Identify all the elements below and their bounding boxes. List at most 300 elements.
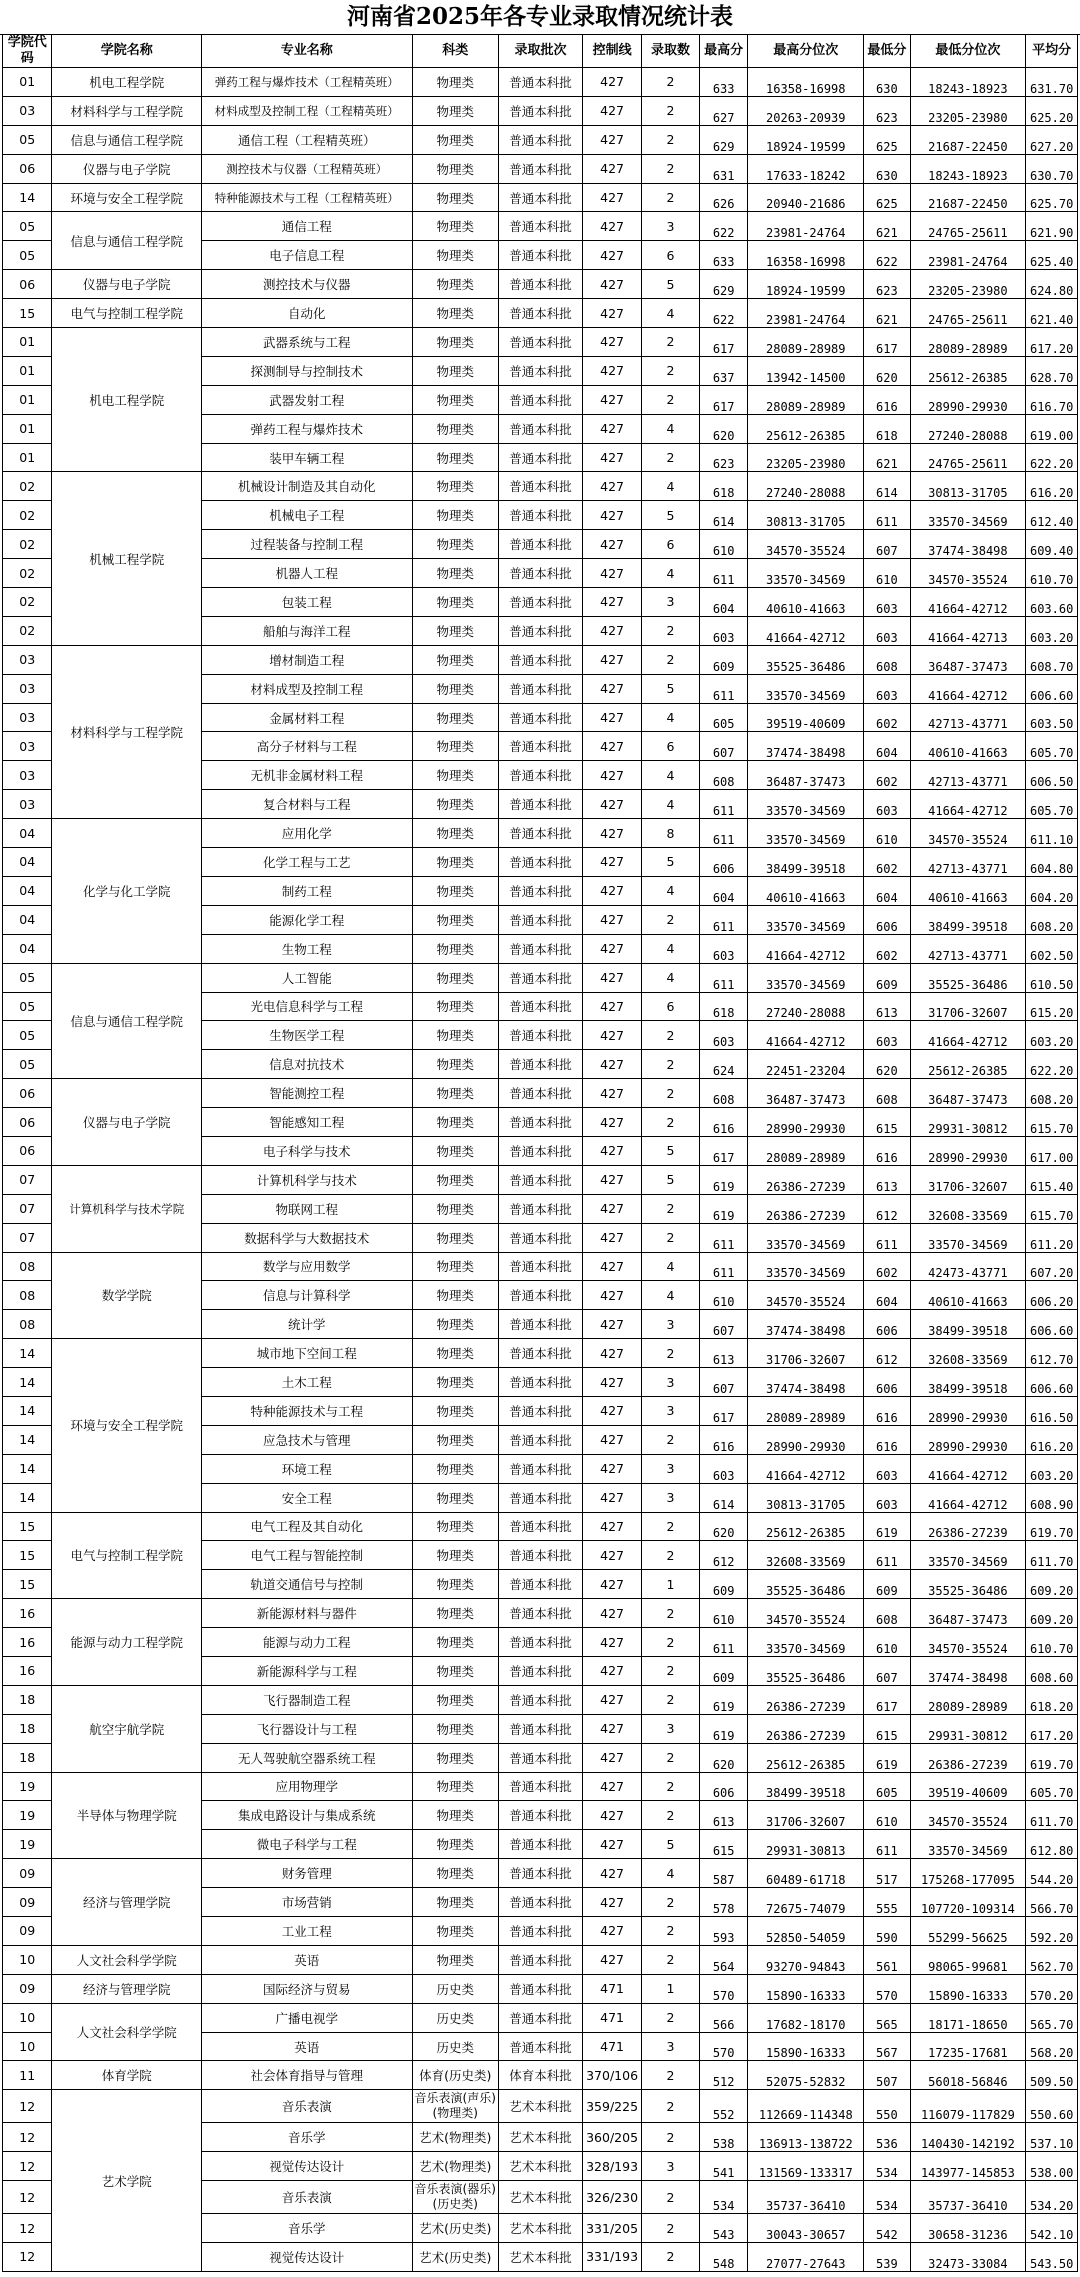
cell-count: 2: [642, 443, 700, 472]
cell-count: 6: [642, 732, 700, 761]
cell-count: 4: [642, 761, 700, 790]
cell-avg-score: 603.50: [1026, 703, 1078, 732]
cell-category: 音乐表演(声乐)(物理类): [412, 2090, 498, 2123]
cell-avg-score: 606.60: [1026, 674, 1078, 703]
cell-max-rank: 23981-24764: [748, 299, 864, 328]
cell-control-line: 427: [583, 1859, 642, 1888]
cell-avg-score: 621.40: [1026, 299, 1078, 328]
cell-count: 2: [642, 2243, 700, 2272]
cell-count: 2: [642, 1945, 700, 1974]
cell-control-line: 427: [583, 1021, 642, 1050]
cell-control-line: 427: [583, 992, 642, 1021]
table-row: [3, 270, 1078, 299]
cell-category: 物理类: [412, 530, 498, 559]
cell-max-score: 587: [699, 1859, 747, 1888]
cell-count: 3: [642, 1714, 700, 1743]
cell-avg-score: 565.70: [1026, 2003, 1078, 2032]
cell-count: 2: [642, 125, 700, 154]
cell-min-score: 539: [864, 2243, 910, 2272]
cell-min-rank: 41664-42713: [910, 616, 1026, 645]
cell-max-score: 624: [699, 1050, 747, 1079]
cell-max-score: 619: [699, 1194, 747, 1223]
cell-major: 音乐学: [201, 2123, 412, 2152]
cell-major: 武器系统与工程: [201, 328, 412, 357]
table-row: [3, 125, 1078, 154]
cell-code: 09: [3, 1888, 52, 1917]
cell-control-line: 427: [583, 270, 642, 299]
cell-code: 12: [3, 2152, 52, 2181]
cell-category: 物理类: [412, 1194, 498, 1223]
cell-batch: 普通本科批: [498, 1079, 582, 1108]
header-college-code: 学院代码: [3, 35, 52, 68]
cell-min-score: 625: [864, 183, 910, 212]
cell-min-score: 507: [864, 2061, 910, 2090]
cell-max-score: 631: [699, 154, 747, 183]
cell-min-score: 604: [864, 1281, 910, 1310]
cell-code: 04: [3, 934, 52, 963]
cell-code: 03: [3, 761, 52, 790]
cell-major: 通信工程（工程精英班）: [201, 125, 412, 154]
cell-major: 特种能源技术与工程（工程精英班）: [201, 183, 412, 212]
cell-major: 飞行器制造工程: [201, 1685, 412, 1714]
cell-avg-score: 615.40: [1026, 1165, 1078, 1194]
cell-code: 08: [3, 1252, 52, 1281]
cell-max-score: 609: [699, 1570, 747, 1599]
cell-min-rank: 56018-56846: [910, 2061, 1026, 2090]
cell-min-rank: 30658-31236: [910, 2214, 1026, 2243]
cell-category: 物理类: [412, 732, 498, 761]
cell-major: 通信工程: [201, 212, 412, 241]
cell-control-line: 427: [583, 732, 642, 761]
cell-major: 数学与应用数学: [201, 1252, 412, 1281]
cell-college: 材料科学与工程学院: [52, 96, 202, 125]
cell-avg-score: 616.70: [1026, 385, 1078, 414]
cell-major: 新能源材料与器件: [201, 1599, 412, 1628]
cell-min-rank: 23205-23980: [910, 96, 1026, 125]
cell-category: 物理类: [412, 125, 498, 154]
cell-category: 物理类: [412, 1136, 498, 1165]
cell-max-rank: 16358-16998: [748, 241, 864, 270]
cell-count: 4: [642, 414, 700, 443]
cell-batch: 普通本科批: [498, 674, 582, 703]
cell-college: 仪器与电子学院: [52, 270, 202, 299]
cell-control-line: 427: [583, 1165, 642, 1194]
cell-batch: 普通本科批: [498, 328, 582, 357]
cell-batch: 普通本科批: [498, 1339, 582, 1368]
cell-max-score: 607: [699, 1368, 747, 1397]
cell-control-line: 427: [583, 443, 642, 472]
cell-min-rank: 25612-26385: [910, 1050, 1026, 1079]
table-row: [3, 2090, 1078, 2123]
cell-min-score: 618: [864, 414, 910, 443]
cell-category: 体育(历史类): [412, 2061, 498, 2090]
cell-max-score: 606: [699, 1772, 747, 1801]
cell-batch: 艺术本科批: [498, 2090, 582, 2123]
cell-college: 能源与动力工程学院: [52, 1599, 202, 1686]
cell-max-score: 619: [699, 1165, 747, 1194]
cell-control-line: 427: [583, 1108, 642, 1137]
table-row: [3, 1512, 1078, 1541]
cell-control-line: 427: [583, 1888, 642, 1917]
table-row: [3, 1772, 1078, 1801]
cell-avg-score: 618.20: [1026, 1685, 1078, 1714]
cell-college: 半导体与物理学院: [52, 1772, 202, 1859]
cell-min-score: 534: [864, 2181, 910, 2214]
cell-category: 物理类: [412, 1252, 498, 1281]
cell-avg-score: 608.60: [1026, 1656, 1078, 1685]
cell-code: 04: [3, 848, 52, 877]
cell-max-rank: 16358-16998: [748, 68, 864, 97]
cell-category: 物理类: [412, 241, 498, 270]
table-row: [3, 96, 1078, 125]
cell-max-rank: 29931-30813: [748, 1830, 864, 1859]
cell-major: 材料成型及控制工程（工程精英班）: [201, 96, 412, 125]
cell-max-score: 611: [699, 674, 747, 703]
cell-max-rank: 34570-35524: [748, 1281, 864, 1310]
cell-code: 07: [3, 1223, 52, 1252]
table-row: [3, 1685, 1078, 1714]
cell-category: 物理类: [412, 1656, 498, 1685]
cell-major: 生物医学工程: [201, 1021, 412, 1050]
cell-major: 广播电视学: [201, 2003, 412, 2032]
cell-avg-score: 609.40: [1026, 530, 1078, 559]
cell-min-rank: 29931-30812: [910, 1108, 1026, 1137]
cell-min-rank: 175268-177095: [910, 1859, 1026, 1888]
cell-max-score: 611: [699, 1628, 747, 1657]
cell-batch: 普通本科批: [498, 645, 582, 674]
page-title: 河南省2025年各专业录取情况统计表: [0, 0, 1080, 35]
cell-min-score: 603: [864, 1454, 910, 1483]
cell-max-score: 610: [699, 1599, 747, 1628]
header-college-name: 学院名称: [52, 35, 202, 68]
cell-avg-score: 616.50: [1026, 1396, 1078, 1425]
cell-max-rank: 52850-54059: [748, 1917, 864, 1946]
cell-batch: 普通本科批: [498, 241, 582, 270]
cell-control-line: 427: [583, 1425, 642, 1454]
cell-control-line: 370/106: [583, 2061, 642, 2090]
cell-code: 18: [3, 1743, 52, 1772]
cell-min-rank: 34570-35524: [910, 819, 1026, 848]
cell-code: 14: [3, 1368, 52, 1397]
cell-category: 物理类: [412, 934, 498, 963]
cell-code: 05: [3, 125, 52, 154]
cell-college: 机械工程学院: [52, 472, 202, 645]
cell-avg-score: 603.20: [1026, 1021, 1078, 1050]
cell-min-rank: 37474-38498: [910, 1656, 1026, 1685]
cell-category: 历史类: [412, 1974, 498, 2003]
cell-count: 5: [642, 270, 700, 299]
cell-category: 物理类: [412, 790, 498, 819]
cell-code: 05: [3, 963, 52, 992]
cell-max-score: 617: [699, 1396, 747, 1425]
cell-min-rank: 38499-39518: [910, 905, 1026, 934]
cell-college: 仪器与电子学院: [52, 154, 202, 183]
cell-control-line: 427: [583, 1599, 642, 1628]
cell-major: 英语: [201, 2032, 412, 2061]
cell-max-score: 617: [699, 1136, 747, 1165]
cell-min-score: 604: [864, 876, 910, 905]
cell-batch: 普通本科批: [498, 1917, 582, 1946]
cell-min-rank: 24765-25611: [910, 299, 1026, 328]
cell-max-score: 603: [699, 1454, 747, 1483]
cell-count: 2: [642, 1685, 700, 1714]
cell-category: 物理类: [412, 328, 498, 357]
cell-max-rank: 25612-26385: [748, 414, 864, 443]
header-control-line: 控制线: [583, 35, 642, 68]
cell-code: 08: [3, 1281, 52, 1310]
cell-max-rank: 39519-40609: [748, 703, 864, 732]
cell-min-score: 550: [864, 2090, 910, 2123]
cell-batch: 普通本科批: [498, 819, 582, 848]
cell-control-line: 427: [583, 1136, 642, 1165]
cell-category: 物理类: [412, 1281, 498, 1310]
cell-min-rank: 26386-27239: [910, 1512, 1026, 1541]
cell-max-score: 627: [699, 96, 747, 125]
cell-avg-score: 609.20: [1026, 1570, 1078, 1599]
cell-count: 2: [642, 1425, 700, 1454]
cell-avg-score: 624.80: [1026, 270, 1078, 299]
cell-control-line: 427: [583, 848, 642, 877]
cell-avg-score: 602.50: [1026, 934, 1078, 963]
table-row: [3, 1079, 1078, 1108]
cell-max-score: 611: [699, 1223, 747, 1252]
cell-min-score: 615: [864, 1714, 910, 1743]
cell-control-line: 427: [583, 1194, 642, 1223]
cell-major: 数据科学与大数据技术: [201, 1223, 412, 1252]
cell-category: 物理类: [412, 183, 498, 212]
cell-max-rank: 35737-36410: [748, 2181, 864, 2214]
cell-max-rank: 27240-28088: [748, 992, 864, 1021]
cell-code: 12: [3, 2243, 52, 2272]
cell-min-score: 602: [864, 761, 910, 790]
cell-code: 06: [3, 1108, 52, 1137]
cell-code: 12: [3, 2123, 52, 2152]
cell-major: 电子信息工程: [201, 241, 412, 270]
cell-code: 09: [3, 1859, 52, 1888]
cell-max-score: 637: [699, 356, 747, 385]
cell-control-line: 427: [583, 1079, 642, 1108]
cell-min-rank: 28990-29930: [910, 1136, 1026, 1165]
cell-max-rank: 41664-42712: [748, 1454, 864, 1483]
cell-batch: 普通本科批: [498, 1541, 582, 1570]
cell-major: 应用化学: [201, 819, 412, 848]
cell-code: 01: [3, 414, 52, 443]
cell-max-score: 622: [699, 212, 747, 241]
table-row: [3, 1945, 1078, 1974]
cell-control-line: 471: [583, 1974, 642, 2003]
cell-category: 物理类: [412, 1483, 498, 1512]
cell-min-rank: 28990-29930: [910, 1396, 1026, 1425]
cell-min-rank: 31706-32607: [910, 992, 1026, 1021]
cell-count: 3: [642, 2152, 700, 2181]
cell-code: 19: [3, 1830, 52, 1859]
cell-min-rank: 42473-43771: [910, 1252, 1026, 1281]
cell-category: 物理类: [412, 1917, 498, 1946]
cell-control-line: 427: [583, 588, 642, 617]
cell-category: 物理类: [412, 616, 498, 645]
cell-min-score: 603: [864, 1021, 910, 1050]
cell-college: 人文社会科学学院: [52, 1945, 202, 1974]
cell-min-score: 608: [864, 1599, 910, 1628]
cell-code: 02: [3, 616, 52, 645]
cell-control-line: 427: [583, 125, 642, 154]
cell-min-score: 610: [864, 559, 910, 588]
cell-min-rank: 18243-18923: [910, 154, 1026, 183]
cell-min-rank: 107720-109314: [910, 1888, 1026, 1917]
cell-category: 物理类: [412, 1050, 498, 1079]
cell-count: 2: [642, 1541, 700, 1570]
cell-min-score: 590: [864, 1917, 910, 1946]
cell-batch: 普通本科批: [498, 96, 582, 125]
cell-min-rank: 42713-43771: [910, 703, 1026, 732]
cell-count: 2: [642, 1194, 700, 1223]
cell-min-score: 613: [864, 992, 910, 1021]
cell-max-rank: 93270-94843: [748, 1945, 864, 1974]
table-row: [3, 963, 1078, 992]
cell-control-line: 427: [583, 645, 642, 674]
cell-avg-score: 625.70: [1026, 183, 1078, 212]
cell-code: 16: [3, 1656, 52, 1685]
cell-min-rank: 98065-99681: [910, 1945, 1026, 1974]
cell-max-rank: 30813-31705: [748, 1483, 864, 1512]
cell-college: 信息与通信工程学院: [52, 212, 202, 270]
cell-max-score: 552: [699, 2090, 747, 2123]
cell-category: 艺术(物理类): [412, 2123, 498, 2152]
cell-code: 14: [3, 1483, 52, 1512]
cell-max-score: 604: [699, 876, 747, 905]
cell-code: 06: [3, 1136, 52, 1165]
cell-max-score: 603: [699, 616, 747, 645]
cell-major: 环境工程: [201, 1454, 412, 1483]
cell-avg-score: 608.90: [1026, 1483, 1078, 1512]
cell-major: 统计学: [201, 1310, 412, 1339]
cell-min-rank: 25612-26385: [910, 356, 1026, 385]
cell-code: 03: [3, 645, 52, 674]
cell-min-score: 602: [864, 703, 910, 732]
cell-avg-score: 543.50: [1026, 2243, 1078, 2272]
cell-avg-score: 617.20: [1026, 1714, 1078, 1743]
cell-min-score: 607: [864, 530, 910, 559]
cell-major: 机械电子工程: [201, 501, 412, 530]
cell-max-rank: 22451-23204: [748, 1050, 864, 1079]
cell-code: 11: [3, 2061, 52, 2090]
cell-avg-score: 615.70: [1026, 1108, 1078, 1137]
cell-control-line: 427: [583, 1050, 642, 1079]
cell-min-rank: 42713-43771: [910, 761, 1026, 790]
cell-min-score: 614: [864, 472, 910, 501]
table-row: [3, 472, 1078, 501]
cell-category: 物理类: [412, 1396, 498, 1425]
cell-control-line: 427: [583, 1223, 642, 1252]
cell-category: 历史类: [412, 2003, 498, 2032]
cell-control-line: 427: [583, 299, 642, 328]
cell-major: 材料成型及控制工程: [201, 674, 412, 703]
cell-avg-score: 611.70: [1026, 1801, 1078, 1830]
cell-count: 6: [642, 530, 700, 559]
cell-category: 物理类: [412, 1888, 498, 1917]
cell-min-score: 610: [864, 1628, 910, 1657]
cell-count: 4: [642, 876, 700, 905]
cell-college: 经济与管理学院: [52, 1974, 202, 2003]
header-min-score: 最低分: [864, 35, 910, 68]
cell-control-line: 427: [583, 183, 642, 212]
cell-batch: 普通本科批: [498, 790, 582, 819]
cell-control-line: 427: [583, 530, 642, 559]
cell-code: 10: [3, 1945, 52, 1974]
cell-major: 视觉传达设计: [201, 2152, 412, 2181]
cell-max-score: 617: [699, 385, 747, 414]
cell-min-score: 603: [864, 674, 910, 703]
cell-avg-score: 606.60: [1026, 1368, 1078, 1397]
cell-control-line: 427: [583, 1570, 642, 1599]
cell-batch: 普通本科批: [498, 703, 582, 732]
cell-max-score: 611: [699, 1252, 747, 1281]
cell-min-score: 613: [864, 1165, 910, 1194]
cell-max-rank: 30813-31705: [748, 501, 864, 530]
cell-min-rank: 33570-34569: [910, 1830, 1026, 1859]
cell-batch: 普通本科批: [498, 1050, 582, 1079]
admission-table: [2, 34, 1078, 2272]
cell-control-line: 427: [583, 1512, 642, 1541]
cell-avg-score: 592.20: [1026, 1917, 1078, 1946]
cell-max-score: 566: [699, 2003, 747, 2032]
cell-count: 4: [642, 703, 700, 732]
cell-max-score: 612: [699, 1541, 747, 1570]
cell-min-score: 616: [864, 1136, 910, 1165]
cell-college: 航空宇航学院: [52, 1685, 202, 1772]
cell-control-line: 331/193: [583, 2243, 642, 2272]
cell-college: 人文社会科学学院: [52, 2003, 202, 2061]
header-category: 科类: [412, 35, 498, 68]
cell-min-rank: 24765-25611: [910, 443, 1026, 472]
cell-max-rank: 36487-37473: [748, 1079, 864, 1108]
cell-max-score: 611: [699, 819, 747, 848]
cell-max-rank: 131569-133317: [748, 2152, 864, 2181]
cell-max-rank: 40610-41663: [748, 876, 864, 905]
cell-major: 土木工程: [201, 1368, 412, 1397]
cell-major: 应急技术与管理: [201, 1425, 412, 1454]
cell-min-score: 609: [864, 1570, 910, 1599]
cell-category: 音乐表演(器乐)(历史类): [412, 2181, 498, 2214]
cell-code: 18: [3, 1685, 52, 1714]
cell-max-rank: 33570-34569: [748, 1252, 864, 1281]
cell-max-rank: 36487-37473: [748, 761, 864, 790]
cell-max-rank: 28990-29930: [748, 1425, 864, 1454]
cell-batch: 普通本科批: [498, 1368, 582, 1397]
cell-control-line: 427: [583, 1483, 642, 1512]
cell-control-line: 427: [583, 674, 642, 703]
cell-max-score: 534: [699, 2181, 747, 2214]
cell-batch: 普通本科批: [498, 1685, 582, 1714]
cell-min-rank: 41664-42712: [910, 1021, 1026, 1050]
cell-major: 武器发射工程: [201, 385, 412, 414]
cell-max-score: 606: [699, 848, 747, 877]
cell-max-score: 538: [699, 2123, 747, 2152]
cell-max-score: 616: [699, 1425, 747, 1454]
cell-code: 05: [3, 1050, 52, 1079]
cell-min-rank: 32608-33569: [910, 1339, 1026, 1368]
cell-batch: 普通本科批: [498, 154, 582, 183]
cell-min-score: 623: [864, 270, 910, 299]
cell-min-score: 609: [864, 963, 910, 992]
cell-code: 15: [3, 299, 52, 328]
cell-code: 12: [3, 2214, 52, 2243]
cell-code: 05: [3, 1021, 52, 1050]
cell-count: 2: [642, 1021, 700, 1050]
cell-major: 信息对抗技术: [201, 1050, 412, 1079]
cell-count: 2: [642, 1628, 700, 1657]
cell-batch: 普通本科批: [498, 1714, 582, 1743]
